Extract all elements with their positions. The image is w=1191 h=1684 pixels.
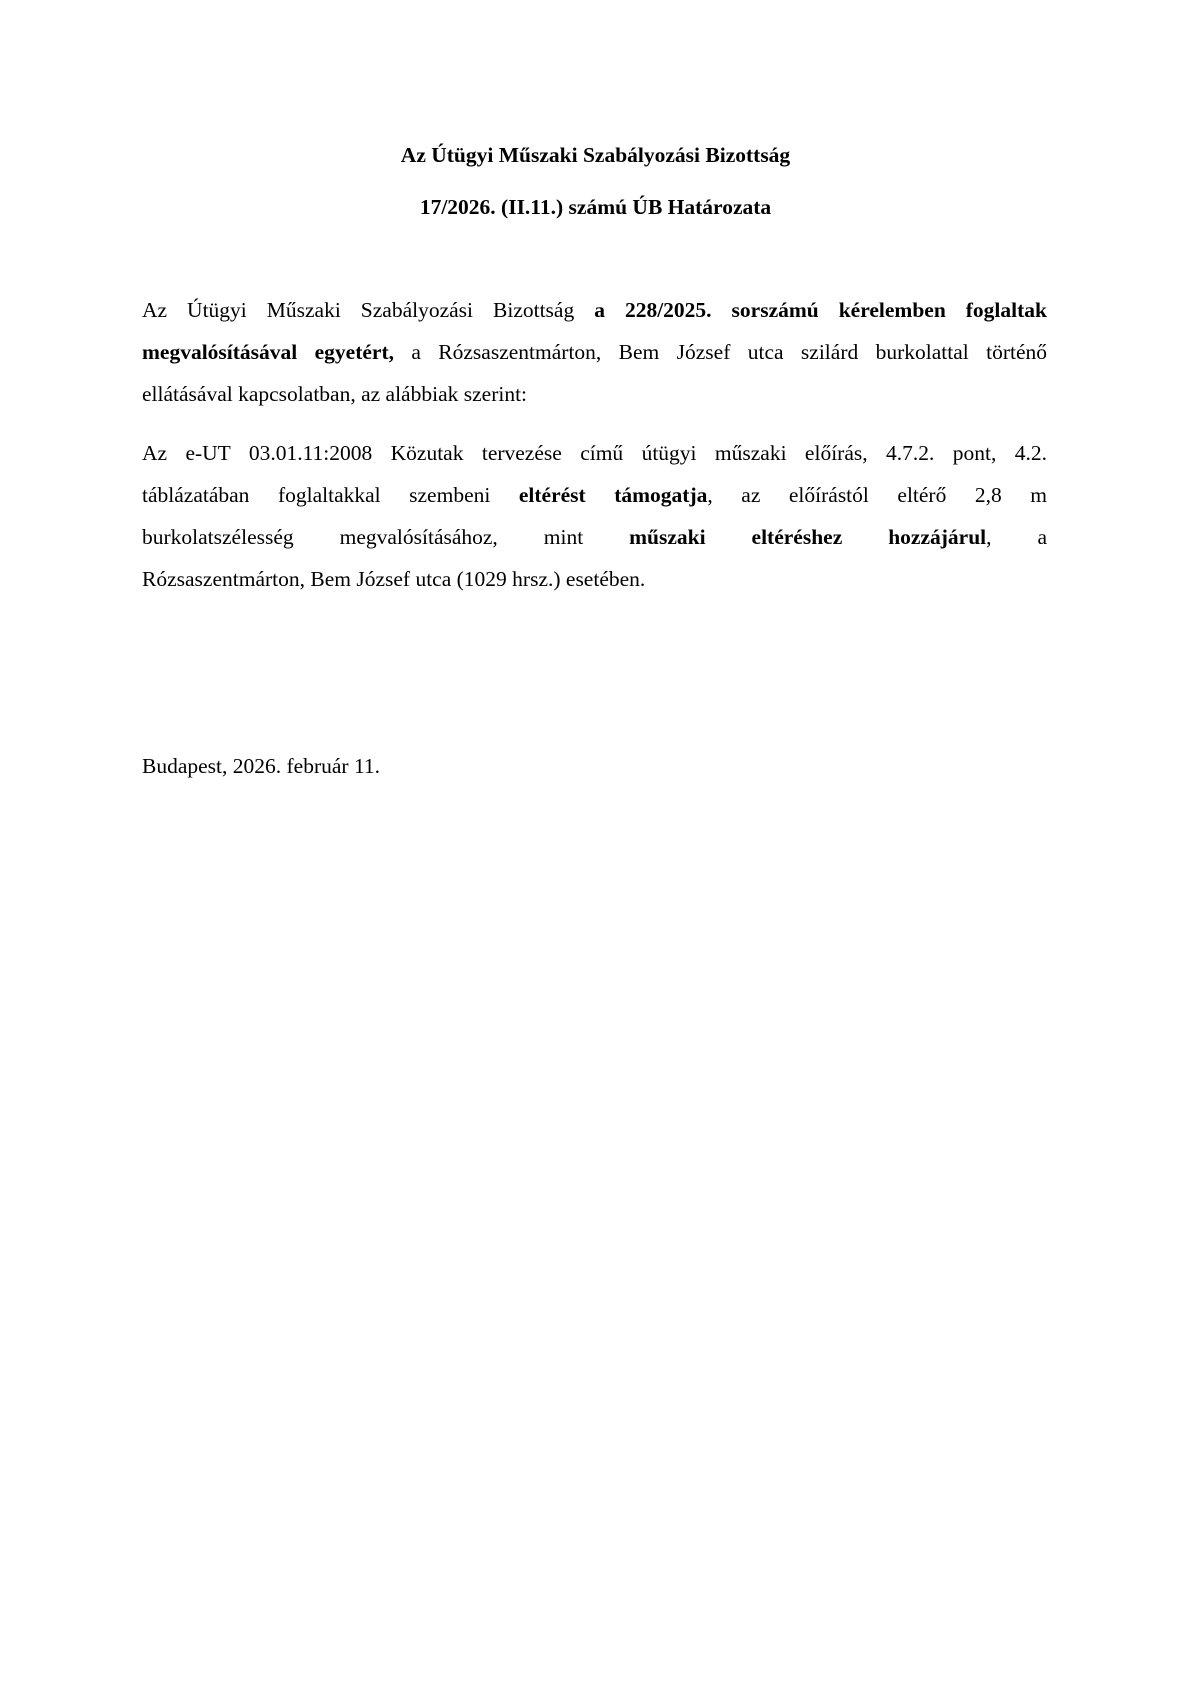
paragraph-deviation-line-3 bbox=[142, 524, 1047, 566]
text-run: a Rózsaszentmárton, Bem József utca szilárd burkolattal történő bbox=[411, 340, 1048, 364]
paragraph-decision-line-1 bbox=[142, 297, 1047, 339]
paragraph-decision bbox=[142, 297, 1047, 423]
document-title-resolution-number: 17/2026. (II.11.) számú ÚB Határozata bbox=[419, 195, 772, 219]
text-run: , a bbox=[986, 525, 1048, 549]
paragraph-deviation-line-1: Az e-UT 03.01.11:2008 Közutak tervezése című útügyi műszaki előírás, 4.7.2. pont, 4.2. bbox=[142, 441, 1047, 465]
paragraph-deviation-line-4: Rózsaszentmárton, Bem József utca (1029 hrsz.) esetében. bbox=[142, 567, 646, 591]
bold-text-run: műszaki eltéréshez hozzájárul bbox=[629, 525, 987, 549]
place-and-date: Budapest, 2026. február 11. bbox=[142, 754, 381, 778]
document-title-committee: Az Útügyi Műszaki Szabályozási Bizottság bbox=[400, 143, 791, 167]
text-run: burkolatszélesség megvalósításához, mint bbox=[142, 525, 584, 549]
paragraph-decision-line-3: ellátásával kapcsolatban, az alábbiak szerint: bbox=[142, 382, 528, 406]
bold-text-run: a 228/2025. sorszámú kérelemben foglaltak bbox=[594, 298, 1047, 322]
text-run: , az előírástól eltérő 2,8 m bbox=[707, 483, 1047, 507]
text-run: táblázatában foglaltakkal szembeni bbox=[142, 483, 491, 507]
paragraph-decision-line-2 bbox=[142, 339, 1047, 381]
text-run: Az Útügyi Műszaki Szabályozási Bizottság bbox=[142, 298, 575, 322]
bold-text-run: megvalósításával egyetért, bbox=[142, 340, 395, 364]
paragraph-deviation-line-2 bbox=[142, 482, 1047, 524]
bold-text-run: eltérést támogatja bbox=[518, 483, 708, 507]
paragraph-deviation bbox=[142, 440, 1047, 608]
